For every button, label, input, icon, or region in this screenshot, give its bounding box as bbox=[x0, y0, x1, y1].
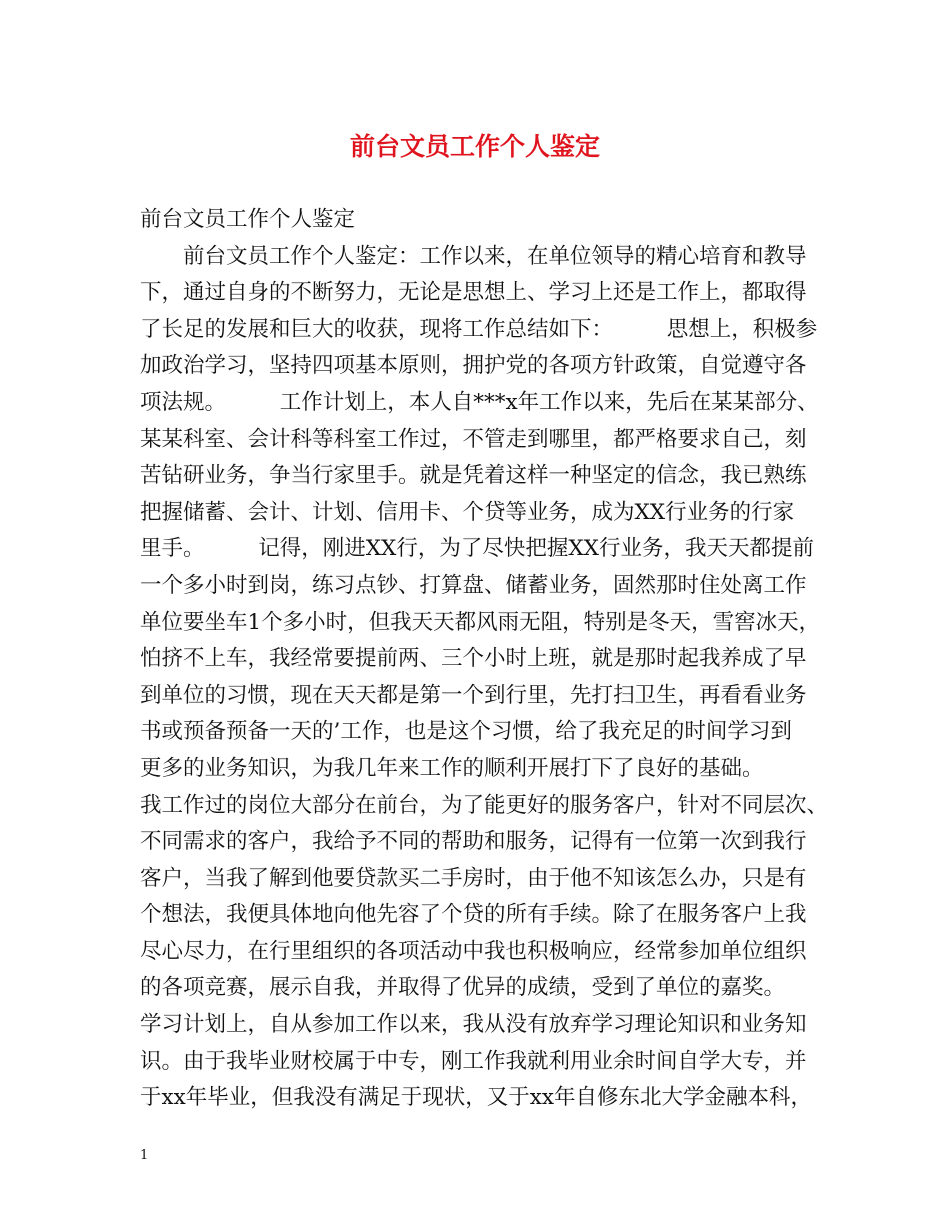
text-line: 学习计划上，自从参加工作以来，我从没有放弃学习理论知识和业务知 bbox=[140, 1012, 807, 1038]
text-line: 怕挤不上车，我经常要提前两、三个小时上班，就是那时起我养成了早 bbox=[140, 646, 807, 672]
document-title: 前台文员工作个人鉴定 bbox=[349, 132, 600, 161]
text-line: 一个多小时到岗，练习点钞、打算盘、储蓄业务，固然那时住处离工作 bbox=[140, 572, 807, 598]
text-line: 个想法，我便具体地向他先容了个贷的所有手续。除了在服务客户上我 bbox=[140, 902, 807, 928]
text-line: 客户，当我了解到他要贷款买二手房时，由于他不知该怎么办，只是有 bbox=[140, 865, 807, 891]
text-line: 苦钻研业务，争当行家里手。就是凭着这样一种坚定的信念，我已熟练 bbox=[140, 463, 807, 489]
text-line: 书或预备预备一天的’工作，也是这个习惯，给了我充足的时间学习到 bbox=[140, 719, 792, 745]
text-line: 到单位的习惯，现在天天都是第一个到行里，先打扫卫生，再看看业务 bbox=[140, 682, 807, 708]
text-line: 加政治学习，坚持四项基本原则，拥护党的各项方针政策，自觉遵守各 bbox=[140, 353, 807, 379]
text-line: 于xx年毕业，但我没有满足于现状，又于xx年自修东北大学金融本科， bbox=[140, 1085, 813, 1111]
text-line: 里手。 记得，刚进XX行，为了尽快把握XX行业务，我天天都提前 bbox=[140, 536, 814, 562]
text-line: 单位要坐车1个多小时，但我天天都风雨无阻，特别是冬天，雪窖冰天， bbox=[140, 609, 821, 635]
text-line: 我工作过的岗位大部分在前台，为了能更好的服务客户，针对不同层次、 bbox=[140, 792, 829, 818]
text-line: 尽心尽力，在行里组织的各项活动中我也积极响应，经常参加单位组织 bbox=[140, 938, 807, 964]
text-line: 更多的业务知识，为我几年来工作的顺利开展打下了良好的基础。 bbox=[140, 755, 764, 781]
text-line: 了长足的发展和巨大的收获，现将工作总结如下： 思想上，积极参 bbox=[140, 316, 818, 342]
text-line: 的各项竞赛，展示自我，并取得了优异的成绩，受到了单位的嘉奖。 bbox=[140, 975, 786, 1001]
page-number: 1 bbox=[140, 1148, 149, 1163]
document-body bbox=[140, 202, 830, 1117]
text-line: 前台文员工作个人鉴定：工作以来，在单位领导的精心培育和教导 bbox=[140, 243, 807, 269]
text-line: 不同需求的客户，我给予不同的帮助和服务，记得有一位第一次到我行 bbox=[140, 829, 807, 855]
text-line: 前台文员工作个人鉴定 bbox=[140, 207, 356, 232]
text-line: 把握储蓄、会计、计划、信用卡、个贷等业务，成为XX行业务的行家 bbox=[140, 499, 795, 525]
text-line: 识。由于我毕业财校属于中专，刚工作我就利用业余时间自学大专，并 bbox=[140, 1048, 807, 1074]
text-line: 下，通过自身的不断努力，无论是思想上、学习上还是工作上，都取得 bbox=[140, 280, 807, 306]
text-line: 项法规。 工作计划上，本人自***x年工作以来，先后在某某部分、 bbox=[140, 389, 819, 415]
text-line: 某某科室、会计科等科室工作过，不管走到哪里，都严格要求自己，刻 bbox=[140, 426, 807, 452]
